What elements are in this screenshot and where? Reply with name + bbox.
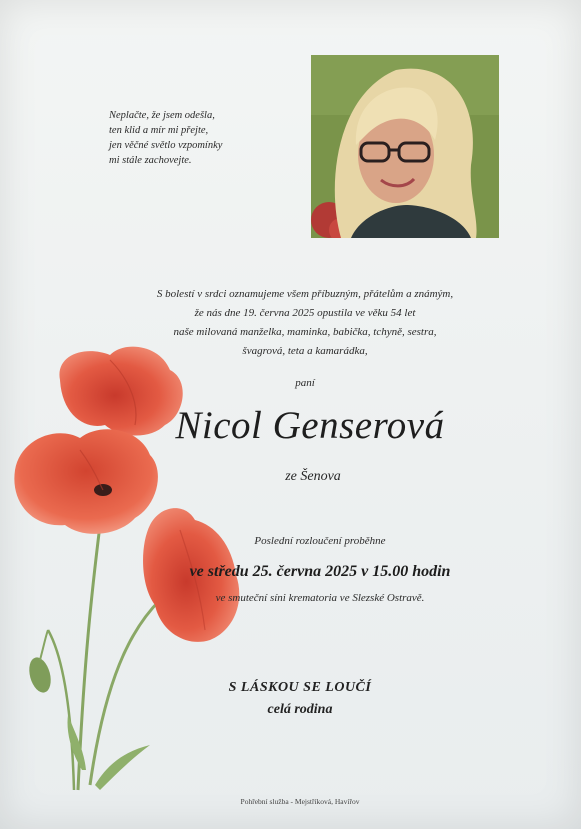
- deceased-origin: ze Šenova: [285, 469, 341, 484]
- announcement-line: naše milovaná manželka, maminka, babička, tchyně, sestra,: [173, 326, 437, 338]
- closing-line-1: S LÁSKOU SE LOUČÍ: [228, 680, 372, 695]
- portrait-illustration: [311, 55, 499, 238]
- closing-line-2: celá rodina: [267, 702, 333, 717]
- poem-line: ten klid a mír mi přejte,: [109, 125, 209, 136]
- portrait-photo: [311, 55, 499, 238]
- announcement-line: že nás dne 19. června 2025 opustila ve věku 54 let: [194, 307, 416, 319]
- farewell-date: ve středu 25. června 2025 v 15.00 hodin: [189, 563, 451, 580]
- title-word: paní: [295, 377, 315, 389]
- closing-block: [150, 680, 450, 718]
- deceased-name: Nicol Genserová: [175, 404, 445, 447]
- poem-line: Neplačte, že jsem odešla,: [109, 110, 215, 121]
- memorial-poem: [109, 108, 299, 168]
- funeral-service-footer: Pohřební služba - Mejstříková, Havířov: [240, 797, 360, 806]
- poem-line: jen věčné světlo vzpomínky: [109, 140, 223, 151]
- announcement-line: švagrová, teta a kamarádka,: [242, 345, 368, 357]
- farewell-place: ve smuteční síni krematoria ve Slezské Ostravě.: [215, 592, 425, 604]
- farewell-intro: Poslední rozloučení proběhne: [254, 535, 386, 547]
- announcement-line: S bolestí v srdci oznamujeme všem příbuzným, přátelům a známým,: [156, 288, 454, 300]
- announcement-text: [95, 285, 515, 361]
- poem-line: mi stále zachovejte.: [109, 155, 192, 166]
